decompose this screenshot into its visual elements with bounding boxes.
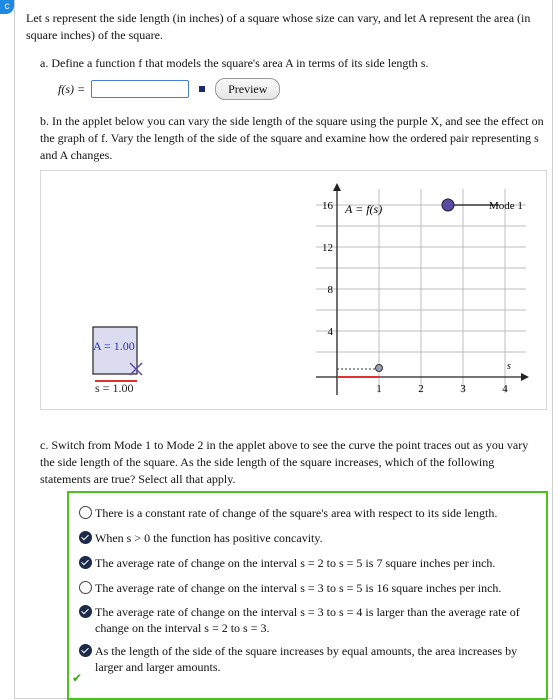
answer-options-box (67, 491, 548, 700)
checkbox-icon[interactable] (79, 506, 92, 519)
checkbox-checked-icon[interactable] (79, 605, 92, 618)
checkbox-checked-icon[interactable] (79, 556, 92, 569)
x-tick: 2 (418, 383, 424, 395)
option-text: When s > 0 the function has positive concavity. (95, 531, 323, 545)
checkbox-checked-icon[interactable] (79, 644, 92, 657)
y-tick: 12 (322, 242, 333, 254)
geogebra-applet[interactable] (40, 170, 547, 410)
option-text: There is a constant rate of change of the square's area with respect to its side length. (95, 506, 498, 520)
option-positive-concavity[interactable] (79, 530, 541, 546)
part-b-prompt: b. In the applet below you can vary the side length of the square using the purple X, and see the effect on the graph of f. Vary the length of the side of the square and examine how the ordered pair representing s and A changes. (40, 114, 544, 162)
option-rate-2-to-5[interactable] (79, 555, 541, 571)
graph-grid (316, 189, 526, 393)
function-entry-row (58, 79, 280, 99)
part-a-prompt: a. Define a function f that models the square's area A in terms of its side length s. (40, 56, 429, 70)
app-logo-icon: c (0, 0, 14, 14)
function-label: f(s) = (58, 81, 86, 96)
x-tick: 4 (502, 383, 508, 395)
x-tick: 3 (460, 383, 466, 395)
part-c-prompt: c. Switch from Mode 1 to Mode 2 in the applet above to see the curve the point traces out as you vary the side length of the square. As the side length of the square increases, which of the following statements are true? Select all that apply. (40, 438, 529, 486)
option-text: The average rate of change on the interval s = 3 to s = 4 is larger than the average rate of change on the interval s = 2 to s = 3. (95, 605, 520, 635)
function-input[interactable] (91, 80, 189, 98)
x-tick: 1 (376, 383, 382, 395)
y-axis-arrow-icon (333, 183, 341, 191)
applet-canvas (41, 171, 546, 409)
y-tick: 4 (327, 326, 333, 338)
mode-label[interactable]: Mode 1 (489, 200, 523, 212)
option-text: The average rate of change on the interval s = 2 to s = 5 is 7 square inches per inch. (95, 556, 496, 570)
checkbox-checked-icon[interactable] (79, 531, 92, 544)
option-constant-rate[interactable] (79, 505, 541, 521)
option-rate-comparison[interactable] (79, 604, 541, 636)
ordered-pair-point (376, 365, 383, 372)
mode-slider-knob[interactable] (442, 199, 454, 211)
intro-text: Let s represent the side length (in inches) of a square whose size can vary, and let A represent the area (in square inches) of the square. (26, 11, 531, 42)
preview-button[interactable]: Preview (215, 78, 280, 100)
option-text: The average rate of change on the interval s = 3 to s = 5 is 16 square inches per inch. (95, 581, 502, 595)
option-text: As the length of the side of the square increases by equal amounts, the area increases by larger and larger amounts. (95, 644, 518, 674)
graph-function-label: A = f(s) (345, 202, 383, 216)
y-tick: 8 (327, 284, 333, 296)
y-tick: 16 (322, 200, 333, 212)
input-status-icon (199, 86, 205, 92)
option-increasing-increments[interactable] (79, 643, 541, 675)
x-axis-arrow-icon (521, 373, 529, 381)
correct-checkmark-icon: ✔ (72, 671, 83, 685)
area-label: A = 1.00 (93, 339, 135, 353)
option-rate-3-to-5[interactable] (79, 580, 541, 596)
checkbox-icon[interactable] (79, 581, 92, 594)
x-axis-var-label: s (507, 361, 511, 372)
side-label: s = 1.00 (95, 381, 134, 395)
